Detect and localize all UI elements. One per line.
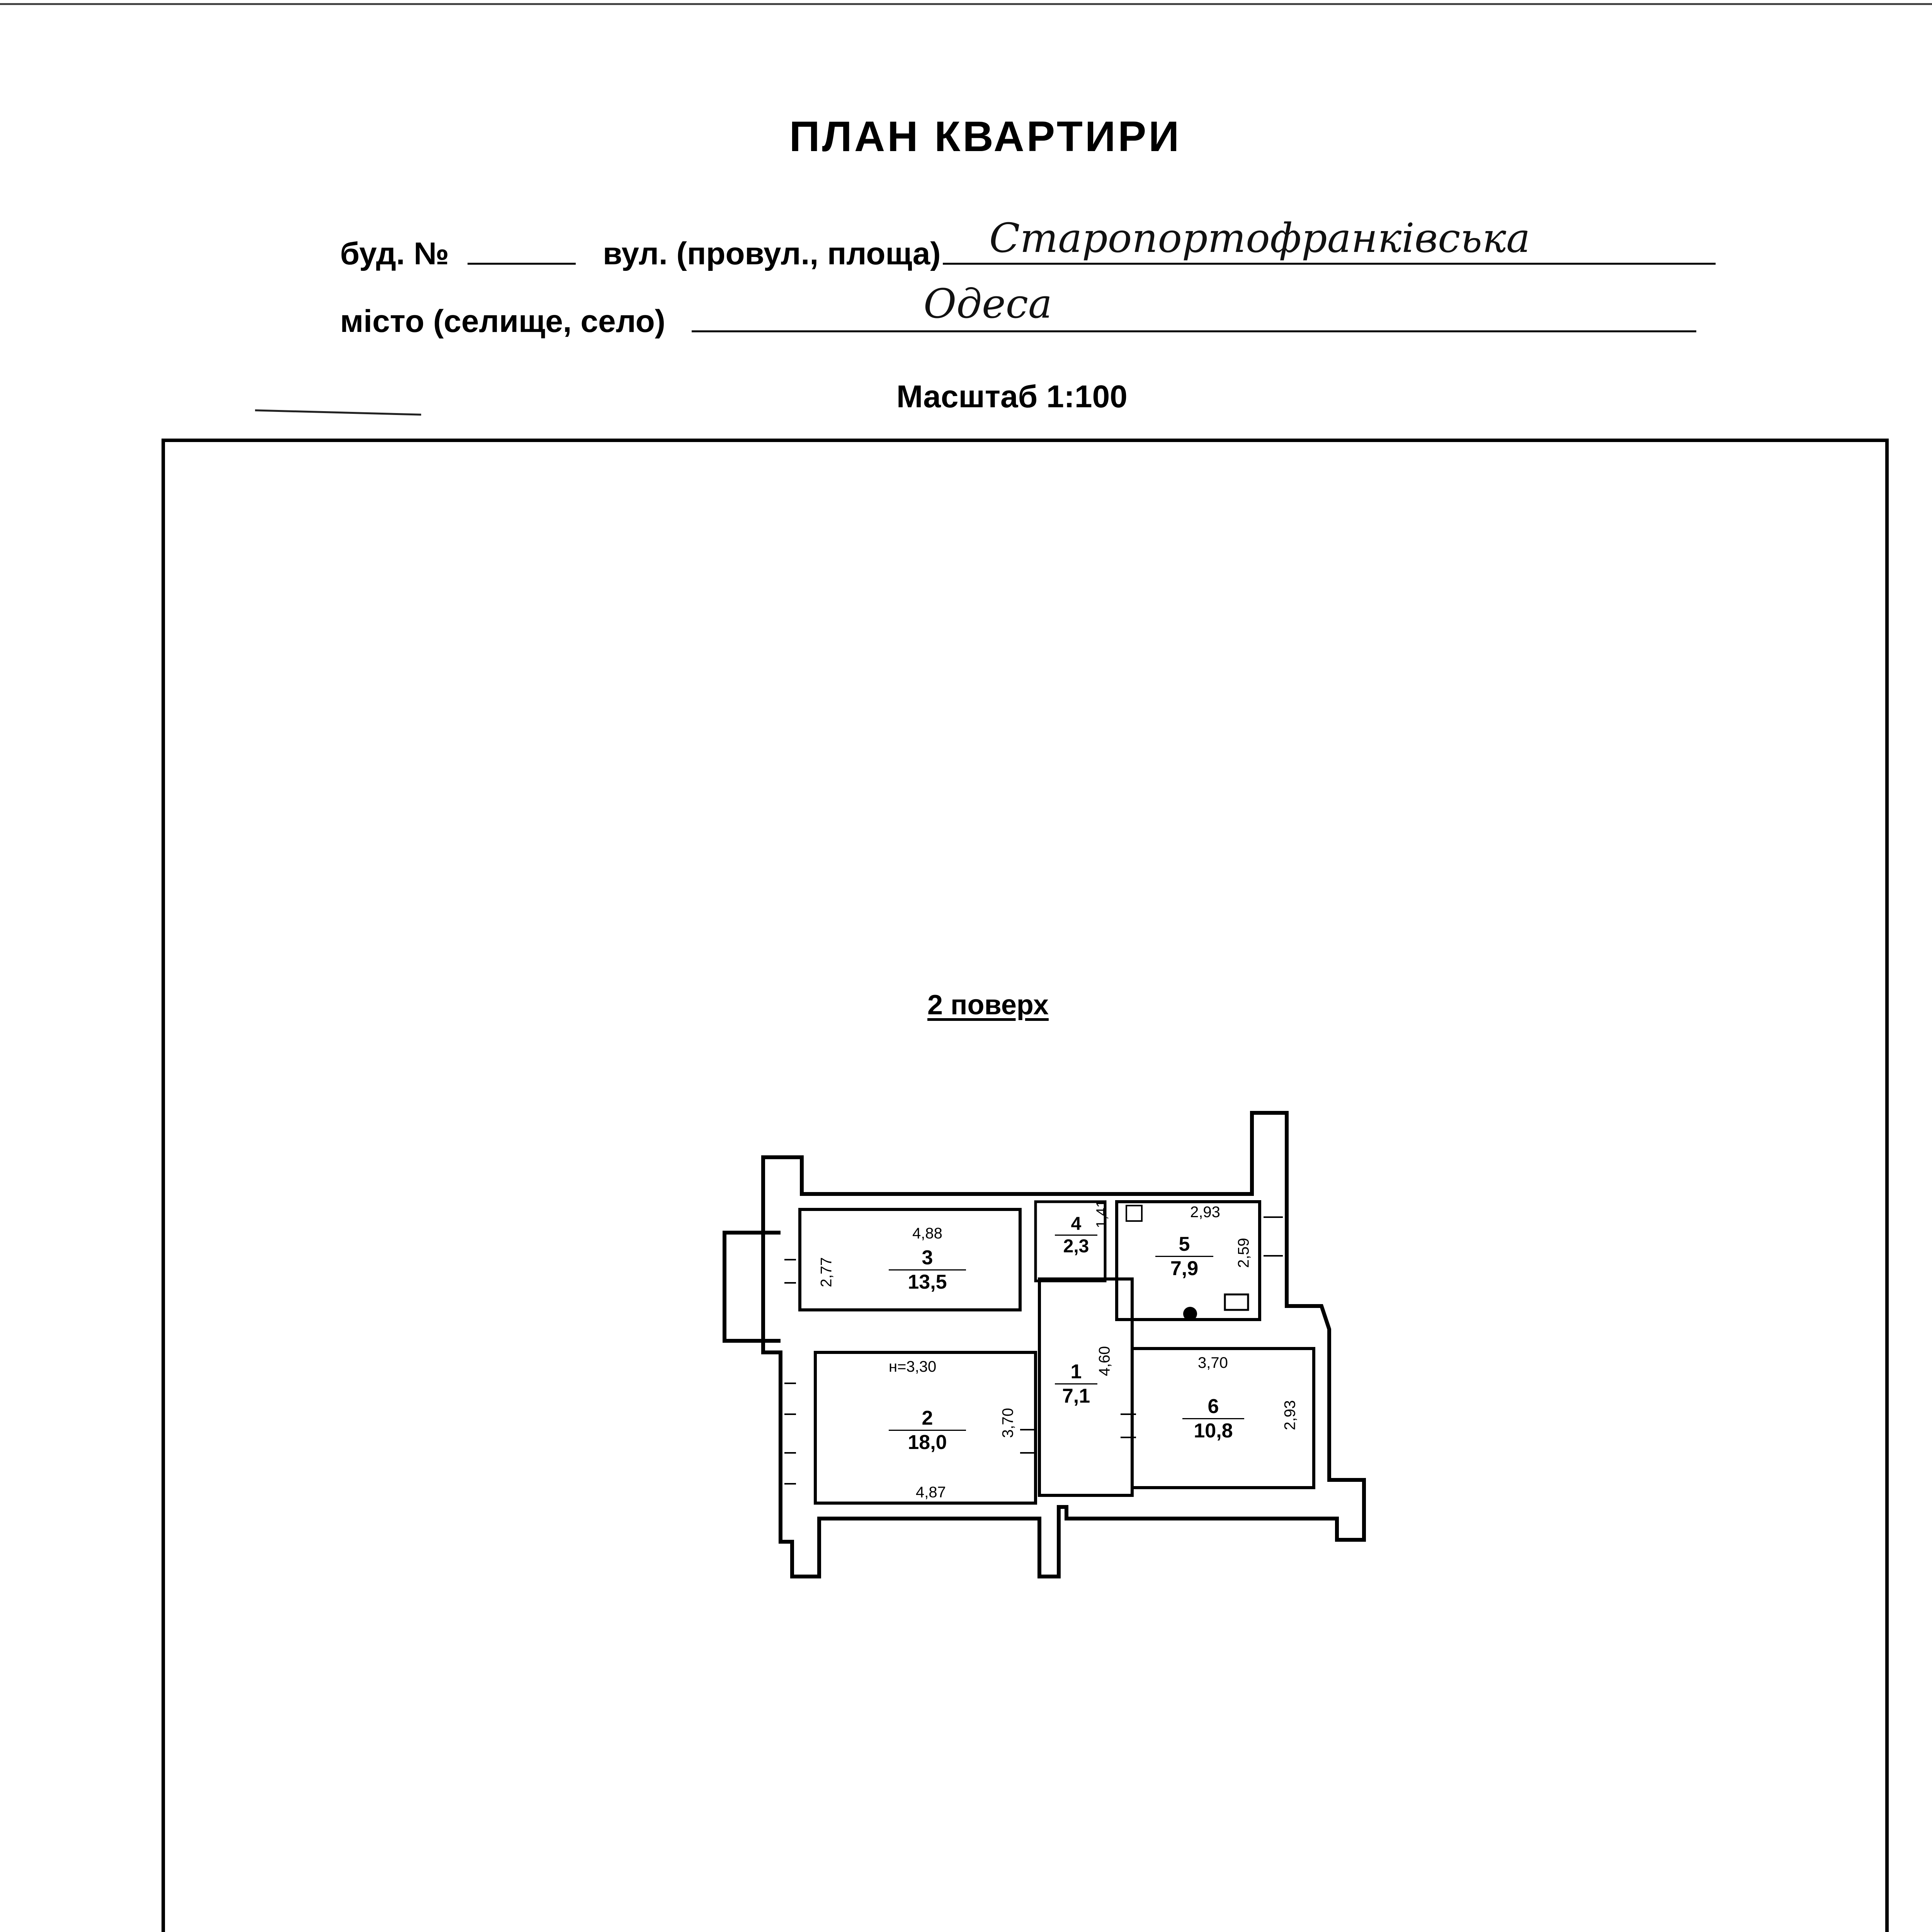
page-title: ПЛАН КВАРТИРИ	[789, 113, 1182, 160]
room-3-dim-side: 2,77	[818, 1257, 835, 1287]
room-6-dim-side: 2,93	[1281, 1400, 1299, 1430]
floor-label: 2 поверх	[927, 990, 1049, 1020]
room-4-dim-side: 1,41	[1094, 1199, 1110, 1228]
room-3-dim-top: 4,88	[912, 1225, 942, 1242]
room-6-area: 10,8	[1182, 1418, 1244, 1442]
city-label: місто (селище, село)	[340, 304, 665, 339]
room-1-area: 7,1	[1055, 1383, 1097, 1408]
building-number-label: буд. №	[340, 236, 449, 271]
room-6-dim-top: 3,70	[1198, 1354, 1228, 1371]
scale-label: Масштаб 1:100	[896, 379, 1128, 414]
room-5-number: 5	[1179, 1233, 1190, 1255]
room-2-number: 2	[922, 1407, 933, 1429]
room-1-number: 1	[1070, 1361, 1082, 1383]
room-3-number: 3	[922, 1247, 933, 1269]
city-value: Одеса	[923, 280, 1052, 327]
room-4-area: 2,3	[1055, 1235, 1097, 1257]
room-2-height: н=3,30	[889, 1358, 937, 1375]
street-label: вул. (провул., площа)	[603, 236, 941, 271]
room-5-dim-side: 2,59	[1235, 1238, 1252, 1268]
room-1-dim-side: 4,60	[1096, 1346, 1113, 1376]
room-5-area: 7,9	[1155, 1256, 1213, 1280]
room-2-area: 18,0	[889, 1430, 966, 1454]
room-4-number: 4	[1071, 1214, 1082, 1234]
room-3-area: 13,5	[889, 1269, 966, 1294]
room-2-dim-side: 3,70	[999, 1408, 1017, 1438]
room-6-number: 6	[1208, 1395, 1219, 1418]
room-5-dim-top: 2,93	[1190, 1204, 1220, 1221]
street-value: Старопортофранківська	[989, 214, 1531, 262]
room-2-dim-bottom: 4,87	[916, 1484, 946, 1501]
